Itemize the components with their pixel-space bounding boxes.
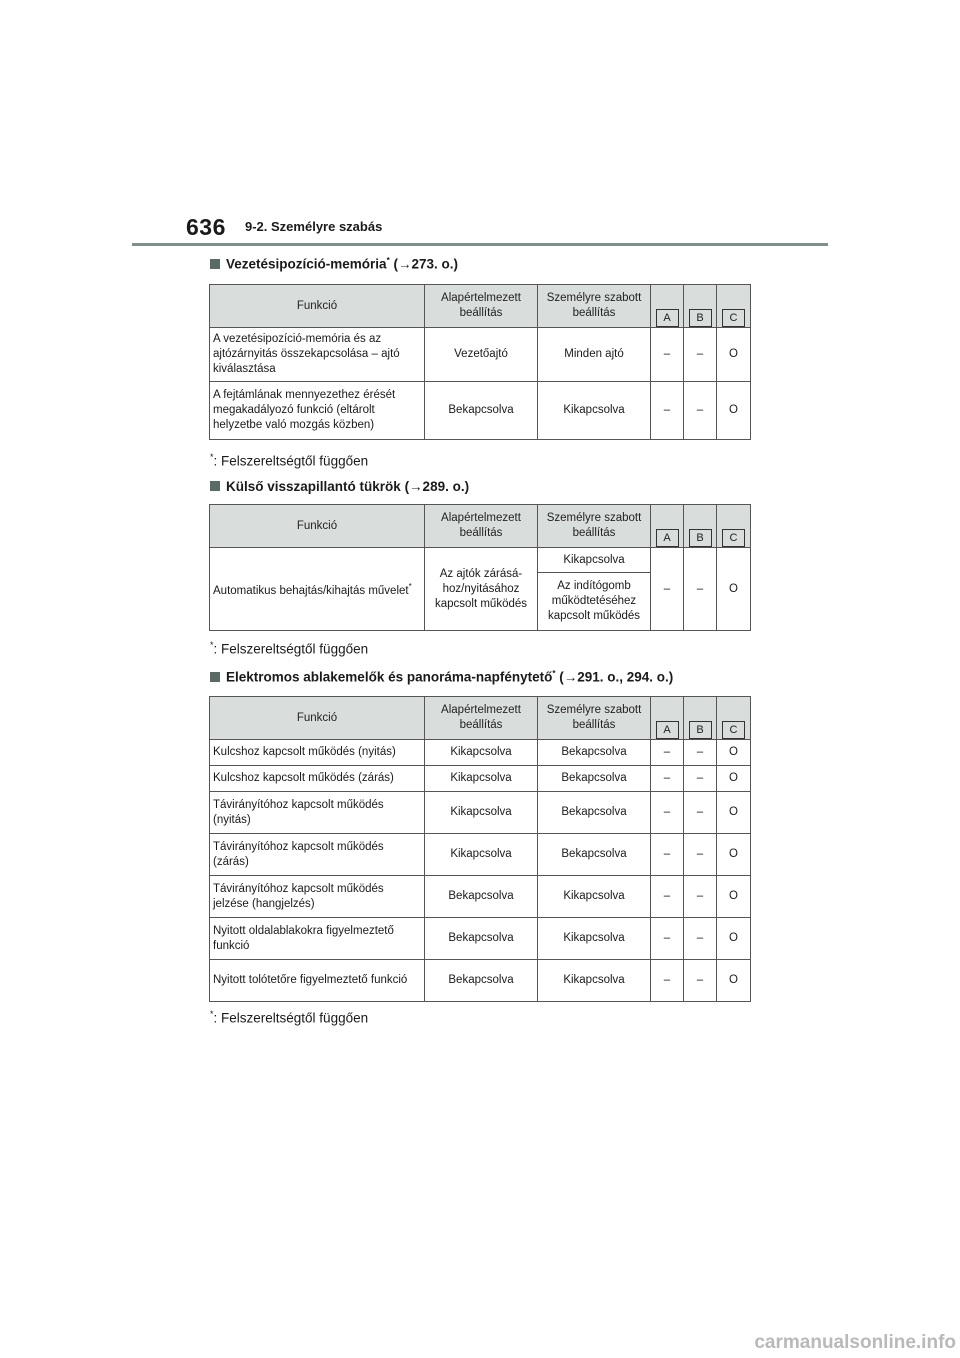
table-outside-mirrors [209,504,751,631]
cell-function: Kulcshoz kapcsolt működés (nyitás) [210,740,425,766]
cell-b: – [684,740,717,766]
table-row [210,792,751,834]
cell-function: Távirányítóhoz kapcsolt működés jelzése (hangjelzés) [210,876,425,918]
table-row [210,834,751,876]
cell-a: – [651,740,684,766]
cell-function: Távirányítóhoz kapcsolt működés (nyitás) [210,792,425,834]
cell-default: Kikapcsolva [425,834,538,876]
method-b-box: B [689,721,712,739]
method-a-box: A [656,309,679,327]
cell-default: Bekapcsolva [425,382,538,440]
cell-b: – [684,792,717,834]
cell-a: – [651,792,684,834]
page-number: 636 [186,214,226,240]
cell-custom: Bekapcsolva [538,792,651,834]
cell-c: O [717,960,751,1002]
header-function: Funkció [210,505,425,548]
cell-custom-option-2: Az indítógomb működtetéséhez kapcsolt működés [538,573,651,631]
cell-function: Nyitott oldalablakokra figyelmeztető funkció [210,918,425,960]
cell-c: O [717,740,751,766]
cell-c: O [717,834,751,876]
cell-b: – [684,766,717,792]
cell-b: – [684,548,717,631]
cell-a: – [651,918,684,960]
cell-default: Bekapcsolva [425,876,538,918]
table-header-row [210,505,751,548]
method-b-box: B [689,529,712,547]
cell-c: O [717,766,751,792]
heading-driving-position-memory: Vezetésipozíció-memória* (→273. o.) [210,256,458,272]
table-row [210,918,751,960]
header-default: Alapértelmezett beállítás [425,505,538,548]
table-row [210,740,751,766]
header-default: Alapértelmezett beállítás [425,697,538,740]
cell-function: Távirányítóhoz kapcsolt működés (zárás) [210,834,425,876]
heading-outside-mirrors: Külső visszapillantó tükrök (→289. o.) [210,479,469,494]
cell-function: Kulcshoz kapcsolt működés (zárás) [210,766,425,792]
cell-a: – [651,548,684,631]
table-row [210,766,751,792]
footnote: *: Felszereltségtől függően [210,640,369,657]
table-row [210,876,751,918]
cell-default: Kikapcsolva [425,740,538,766]
page-reference: (→273. o.) [393,256,458,272]
footnote: *: Felszereltségtől függően [210,1009,369,1026]
header-method-b [684,697,717,740]
cell-function: A vezetésipozíció-memória és az ajtózárnyitás összekapcsolása – ajtó kiválasztása [210,328,425,382]
table-power-windows [209,696,751,1002]
page-reference: (→291. o., 294. o.) [559,669,674,685]
cell-default: Vezetőajtó [425,328,538,382]
header-custom: Személyre szabott beállítás [538,697,651,740]
cell-custom: Minden ajtó [538,328,651,382]
method-b-box: B [689,309,712,327]
header-method-a [651,697,684,740]
footnote: *: Felszereltségtől függően [210,452,369,469]
cell-b: – [684,834,717,876]
cell-a: – [651,876,684,918]
table-header-row [210,697,751,740]
cell-b: – [684,382,717,440]
cell-custom-option-1: Kikapcsolva [538,548,651,573]
header-method-b [684,505,717,548]
header-custom: Személyre szabott beállítás [538,505,651,548]
header-method-a [651,285,684,328]
bullet-square-icon [210,672,220,682]
cell-a: – [651,382,684,440]
cell-custom: Kikapcsolva [538,876,651,918]
table-row [210,548,751,573]
cell-custom: Kikapcsolva [538,960,651,1002]
cell-c: O [717,876,751,918]
header-rule [132,243,828,246]
table-header-row [210,285,751,328]
header-custom: Személyre szabott beállítás [538,285,651,328]
header-method-a [651,505,684,548]
table-row [210,328,751,382]
cell-c: O [717,792,751,834]
cell-function: Automatikus behajtás/kihajtás művelet* [210,548,425,631]
bullet-square-icon [210,259,220,269]
cell-default: Bekapcsolva [425,960,538,1002]
cell-custom: Bekapcsolva [538,740,651,766]
cell-c: O [717,328,751,382]
cell-b: – [684,918,717,960]
header-method-c [717,697,751,740]
cell-function: A fejtámlának mennyezethez érését megakadályozó funkció (eltárolt helyzetbe való mozgás közben) [210,382,425,440]
table-row [210,960,751,1002]
heading-power-windows: Elektromos ablakemelők és panoráma-napfénytető* (→291. o., 294. o.) [210,669,673,685]
header-method-c [717,505,751,548]
method-a-box: A [656,529,679,547]
cell-custom: Bekapcsolva [538,834,651,876]
watermark: carmanualsonline.info [754,1332,956,1353]
method-c-box: C [722,721,745,739]
header-method-b [684,285,717,328]
cell-c: O [717,918,751,960]
cell-a: – [651,328,684,382]
bullet-square-icon [210,481,220,491]
cell-default: Bekapcsolva [425,918,538,960]
table-row [210,382,751,440]
cell-c: O [717,548,751,631]
cell-custom: Kikapcsolva [538,918,651,960]
cell-a: – [651,960,684,1002]
cell-a: – [651,766,684,792]
cell-default: Kikapcsolva [425,792,538,834]
header-function: Funkció [210,697,425,740]
cell-b: – [684,876,717,918]
cell-function: Nyitott tolótetőre figyelmeztető funkció [210,960,425,1002]
cell-custom: Bekapcsolva [538,766,651,792]
page-reference: (→289. o.) [404,479,470,494]
header-method-c [717,285,751,328]
cell-c: O [717,382,751,440]
cell-default: Kikapcsolva [425,766,538,792]
cell-b: – [684,328,717,382]
method-a-box: A [656,721,679,739]
header-function: Funkció [210,285,425,328]
section-title: 9-2. Személyre szabás [245,219,383,234]
cell-custom: Kikapcsolva [538,382,651,440]
method-c-box: C [722,309,745,327]
cell-default: Az ajtók zárásá-hoz/nyitásához kapcsolt működés [425,548,538,631]
method-c-box: C [722,529,745,547]
cell-a: – [651,834,684,876]
header-default: Alapértelmezett beállítás [425,285,538,328]
cell-b: – [684,960,717,1002]
table-driving-position-memory [209,284,751,440]
